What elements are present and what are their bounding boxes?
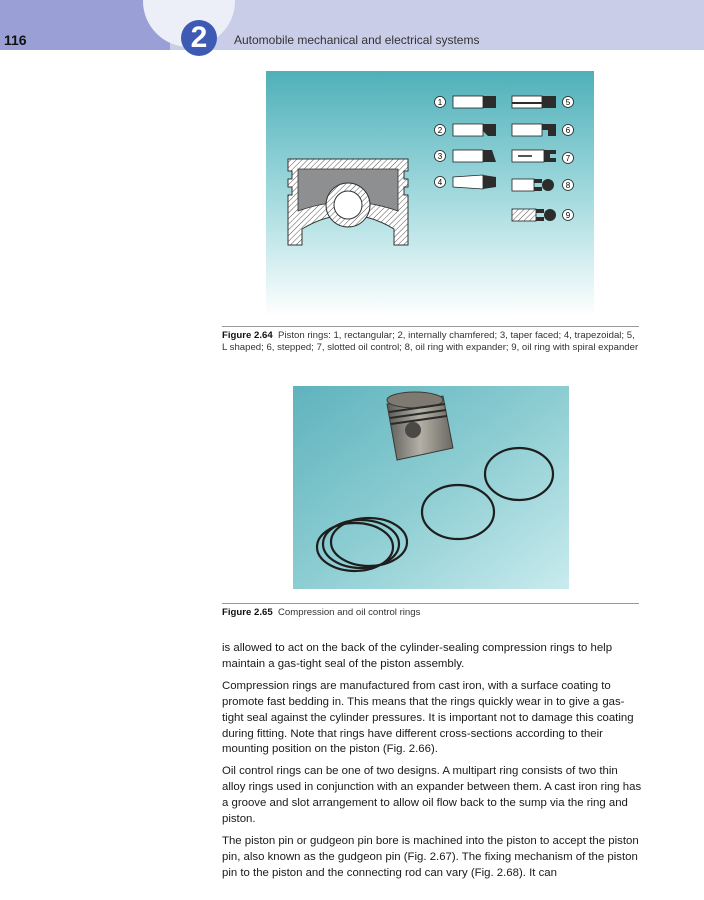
svg-text:3: 3 xyxy=(437,152,443,161)
chapter-badge: 2 xyxy=(181,20,217,56)
svg-text:4: 4 xyxy=(437,178,443,187)
page-number: 116 xyxy=(4,32,27,48)
figure-2-65-label: Figure 2.65 xyxy=(222,607,273,618)
ring-section-3 xyxy=(435,150,497,162)
figure-2-64-diagram xyxy=(266,71,594,316)
ring-section-5 xyxy=(512,96,574,108)
figure-2-64-caption xyxy=(222,326,639,354)
figure-2-65-photo xyxy=(293,386,569,589)
piston-photo xyxy=(387,392,453,460)
paragraph-2: Compression rings are manufactured from cast iron, with a surface coating to promote fast bedding in. This means that the rings quickly wear in to give a gas-tight seal against the cylinder pressures. It is important not to damage this coating during fitting. Note that rings have different cross-sections according to their mounting position on the piston (Fig. 2.66). xyxy=(222,679,634,756)
figure-2-65-caption xyxy=(222,603,639,619)
svg-text:2: 2 xyxy=(437,126,443,135)
svg-text:6: 6 xyxy=(565,126,571,135)
paragraph-3: Oil control rings can be one of two designs. A multipart ring consists of two thin alloy rings used in conjunction with an expander between them. A cast iron ring has a groove and slot arrangement to allow oil flow back to the sump via the ring and piston. xyxy=(222,765,642,826)
figure-2-64-caption-text: Piston rings: 1, rectangular; 2, internally chamfered; 3, taper faced; 4, trapezoidal; 5, L shaped; 6, stepped; 7, slotted oil control; 8, oil ring with expander; 9, oil ring with spiral expander xyxy=(222,330,639,353)
svg-text:7: 7 xyxy=(565,154,571,163)
svg-text:8: 8 xyxy=(565,181,571,190)
running-title: Automobile mechanical and electrical systems xyxy=(234,33,480,47)
body-text xyxy=(222,641,642,888)
svg-text:1: 1 xyxy=(437,98,443,107)
figure-2-65-caption-text: Compression and oil control rings xyxy=(278,607,421,618)
figure-2-64-label: Figure 2.64 xyxy=(222,330,273,341)
svg-text:5: 5 xyxy=(565,98,571,107)
paragraph-1: is allowed to act on the back of the cylinder-sealing compression rings to help maintain a gas-tight seal of the piston assembly. xyxy=(222,642,613,670)
ring-section-2 xyxy=(435,124,497,136)
svg-text:9: 9 xyxy=(565,211,571,220)
ring-section-1 xyxy=(435,96,497,108)
paragraph-4: The piston pin or gudgeon pin bore is machined into the piston to accept the piston pin, also known as the gudgeon pin (Fig. 2.67). The fixing mechanism of the piston pin to the piston and the connecting rod can vary (Fig. 2.68). It can xyxy=(222,834,639,879)
